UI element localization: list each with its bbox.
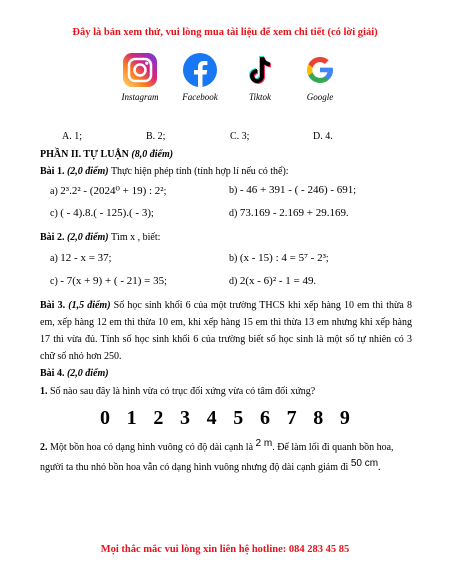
digit: 5 (233, 407, 244, 429)
digit: 9 (339, 407, 350, 429)
bai1-b-label: b) (229, 185, 238, 196)
q2-val2: 50 cm (350, 458, 379, 469)
bai2-a-expr: 12 - x = 37 (60, 252, 109, 264)
bai3-head: Bài 3. (40, 300, 66, 311)
q2-end: . (378, 462, 381, 473)
bai1-points: (2,0 điểm) (66, 166, 109, 177)
instagram-icon (122, 52, 158, 88)
option-c: C. 3; (230, 131, 250, 142)
digit: 4 (206, 407, 217, 429)
instagram-cell[interactable] (110, 52, 170, 102)
bai1-c-expr: ( - 4).8.( - 125).( - 3) (60, 207, 151, 219)
bai1-d-expr: 73.169 - 2.169 + 29.169 (239, 207, 346, 219)
q2-num: 2. (40, 442, 48, 453)
tiktok-cell[interactable] (230, 52, 290, 102)
bai2-points: (2,0 điểm) (66, 232, 109, 243)
digit: 1 (126, 407, 137, 429)
q1-num: 1. (40, 386, 48, 397)
option-d: D. 4. (313, 131, 333, 142)
facebook-cell[interactable] (170, 52, 230, 102)
q2-text2: . Để làm lối đi quanh bồn hoa, (272, 442, 394, 453)
q2-text3: người ta thu nhỏ bồn hoa vẫn có dạng hình vuông nhưng độ dài cạnh giảm đi (40, 462, 349, 473)
q2-text1: Một bồn hoa có dạng hình vuông có độ dài cạnh là (50, 442, 254, 453)
bai3-points: (1,5 điểm) (68, 300, 111, 311)
bai2-c-expr: - 7(x + 9) + ( - 21) = 35 (60, 275, 165, 287)
facebook-label: Facebook (182, 92, 218, 102)
google-icon (302, 52, 338, 88)
bai2-b-label: b) (229, 253, 238, 264)
digit: 2 (153, 407, 164, 429)
bai1-c-label: c) (50, 208, 58, 219)
option-b: B. 2; (146, 131, 166, 142)
bai4-head: Bài 4. (40, 368, 65, 379)
question-2-line1 (40, 438, 394, 453)
bai3-text: Số học sinh khối 6 của một trường THCS khi xếp hàng 10 em thì thừa 8 em, xếp hàng 12 em thì thừa 10 em, khi xếp hàng 15 em thì thừa 13 em nhưng khi xếp hàng 17 thì vừa đủ. Tính số học sinh khối 6 của trường biết số học sinh là một số tự nhiên có 3 chữ số nhỏ hơn 250. (40, 300, 413, 362)
question-2-line2 (40, 458, 381, 473)
question-1 (40, 386, 315, 397)
bai4-heading (40, 368, 109, 379)
bai2-b: b) (x - 15) : 4 = 5⁷ - 2³; (229, 252, 329, 264)
bai2-c-label: c) (50, 276, 58, 287)
q1-text: Số nào sau đây là hình vừa có trục đối xứng vừa có tâm đối xứng? (50, 386, 316, 397)
part2-points: (8,0 điểm) (131, 149, 174, 160)
digit: 7 (286, 407, 297, 429)
digits-row (100, 407, 350, 430)
hotline-footer: Mọi thắc mắc vui lòng xin liên hệ hotline: 084 283 45 85 (100, 544, 350, 555)
bai1-b-expr: - 46 + 391 - ( - 246) - 691 (239, 184, 354, 196)
bai3-paragraph (40, 297, 412, 365)
google-label: Google (306, 92, 334, 102)
bai2-text: Tìm x , biết: (110, 232, 161, 243)
facebook-icon (182, 52, 218, 88)
google-cell[interactable] (290, 52, 350, 102)
bai1-d: d) 73.169 - 2.169 + 29.169. (229, 207, 349, 219)
instagram-label: Instagram (121, 92, 159, 102)
bai2-c: c) - 7(x + 9) + ( - 21) = 35; (50, 275, 167, 287)
bai2-d-label: d) (229, 276, 238, 287)
digit: 0 (100, 407, 110, 429)
bai1-heading (40, 166, 289, 177)
bai2-a: a) 12 - x = 37; (50, 252, 112, 264)
bai2-a-label: a) (50, 253, 58, 264)
bai1-a-label: a) (50, 186, 58, 197)
tiktok-label: Tiktok (249, 92, 271, 102)
bai2-head: Bài 2. (40, 232, 65, 243)
bai1-a: a) 2³.2² - (2024⁰ + 19) : 2²; (50, 185, 167, 197)
bai1-text: Thực hiện phép tính (tính hợp lí nếu có thể): (110, 166, 289, 177)
bai2-heading (40, 232, 160, 243)
bai4-points: (2,0 điểm) (66, 368, 109, 379)
part2-title: PHẦN II. TỰ LUẬN (40, 149, 129, 160)
digit: 8 (313, 407, 324, 429)
bai1-c: c) ( - 4).8.( - 125).( - 3); (50, 207, 154, 219)
bai2-d: d) 2(x - 6)² - 1 = 49. (229, 275, 316, 287)
digit: 3 (179, 407, 190, 429)
bai1-b: b) - 46 + 391 - ( - 246) - 691; (229, 184, 357, 196)
q2-val1: 2 m (255, 438, 273, 449)
tiktok-icon (242, 52, 278, 88)
social-icons-row (110, 52, 350, 116)
option-a: A. 1; (62, 131, 82, 142)
bai1-head: Bài 1. (40, 166, 65, 177)
digit: 6 (259, 407, 270, 429)
preview-banner: Đây là bản xem thử, vui lòng mua tài liệu để xem chi tiết (có lời giải) (72, 27, 378, 38)
part2-heading (40, 149, 173, 160)
bai1-d-label: d) (229, 208, 238, 219)
bai1-a-expr: 2³.2² - (2024⁰ + 19) : 2² (60, 185, 164, 197)
bai2-b-expr: (x - 15) : 4 = 5⁷ - 2³ (239, 252, 326, 264)
bai2-d-expr: 2(x - 6)² - 1 = 49 (239, 275, 314, 287)
